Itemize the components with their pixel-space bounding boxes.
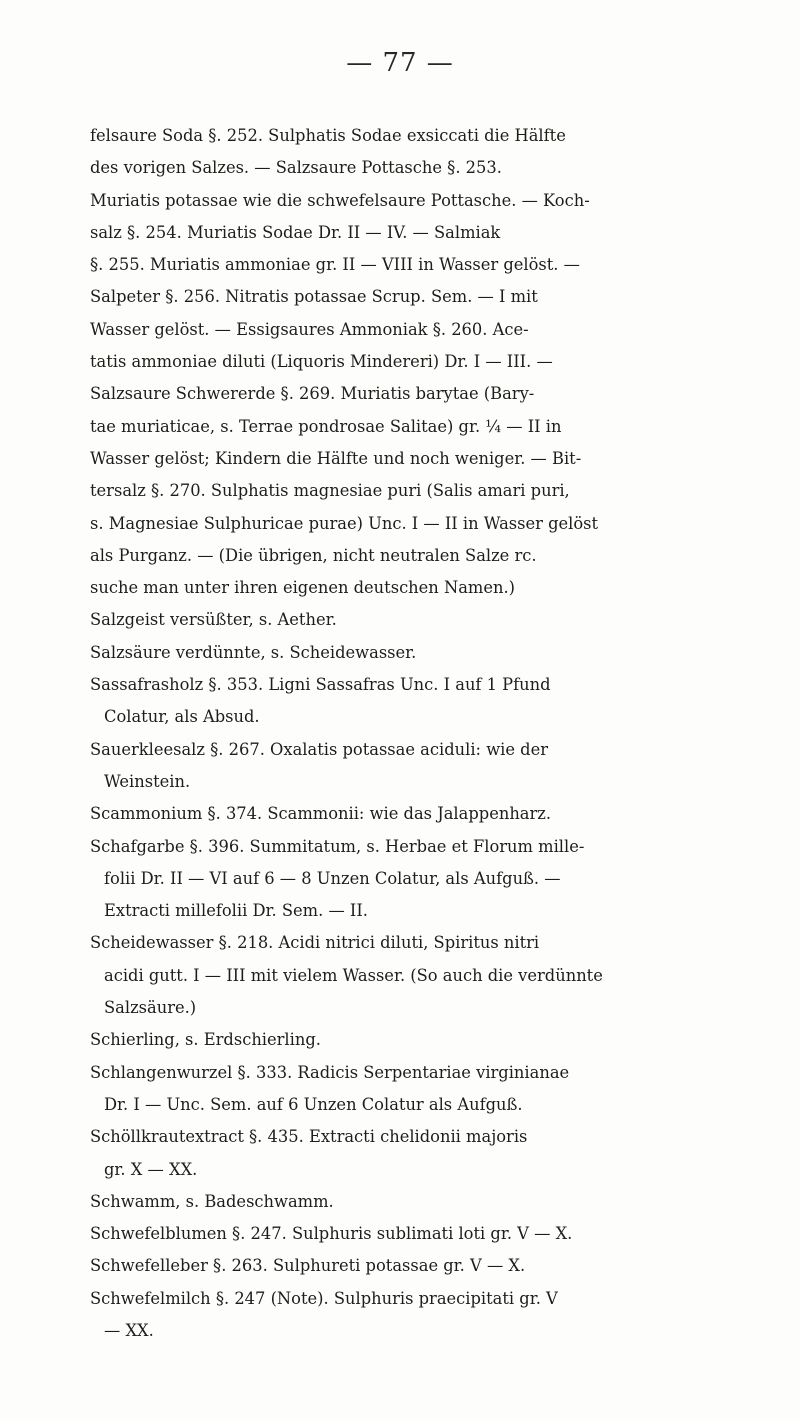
text-line: Schwefelleber §. 263. Sulphureti potassae gr. V — X. [90, 1256, 526, 1276]
text-line: §. 255. Muriatis ammoniae gr. II — VIII in Wasser gelöst. — [90, 255, 580, 275]
text-line: Sassafrasholz §. 353. Ligni Sassafras Unc. I auf 1 Pfund [90, 675, 551, 695]
text-line: Salzsaure Schwererde §. 269. Muriatis barytae (Bary- [90, 384, 535, 404]
text-line: Schierling, s. Erdschierling. [90, 1030, 321, 1050]
page-number: — 77 — [346, 48, 454, 78]
text-line: Salpeter §. 256. Nitratis potassae Scrup. Sem. — I mit [90, 287, 538, 307]
text-line: acidi gutt. I — III mit vielem Wasser. (So auch die verdünnte [104, 965, 603, 985]
text-line: Extracti millefolii Dr. Sem. — II. [104, 901, 368, 921]
text-line: Schwefelblumen §. 247. Sulphuris sublimati loti gr. V — X. [90, 1224, 573, 1244]
text-line: Wasser gelöst. — Essigsaures Ammoniak §. 260. Ace- [90, 319, 529, 339]
text-line: des vorigen Salzes. — Salzsaure Pottasche §. 253. [90, 158, 502, 178]
text-line: — XX. [104, 1320, 154, 1340]
text-line: Sauerkleesalz §. 267. Oxalatis potassae aciduli: wie der [90, 739, 548, 759]
text-line: Salzsäure.) [104, 998, 197, 1018]
text-line: Scheidewasser §. 218. Acidi nitrici diluti, Spiritus nitri [90, 933, 540, 953]
text-line: Salzsäure verdünnte, s. Scheidewasser. [90, 642, 417, 662]
text-line: als Purganz. — (Die übrigen, nicht neutralen Salze rc. [90, 545, 537, 565]
text-line: Muriatis potassae wie die schwefelsaure Pottasche. — Koch- [90, 190, 590, 210]
text-line: Schöllkrautextract §. 435. Extracti chelidonii majoris [90, 1127, 528, 1147]
text-line: tatis ammoniae diluti (Liquoris Mindereri) Dr. I — III. — [90, 352, 553, 372]
text-line: tae muriaticae, s. Terrae pondrosae Salitae) gr. ¼ — II in [90, 416, 562, 436]
text-line: Weinstein. [104, 771, 191, 791]
text-line: felsaure Soda §. 252. Sulphatis Sodae exsiccati die Hälfte [90, 126, 566, 145]
text-line: s. Magnesiae Sulphuricae purae) Unc. I — II in Wasser gelöst [90, 513, 599, 533]
text-line: folii Dr. II — VI auf 6 — 8 Unzen Colatur, als Aufguß. — [104, 868, 561, 888]
text-line: Colatur, als Absud. [104, 707, 260, 727]
text-line: salz §. 254. Muriatis Sodae Dr. II — IV. — Salmiak [90, 222, 501, 242]
text-line: Salzgeist versüßter, s. Aether. [90, 610, 337, 630]
text-line: Schafgarbe §. 396. Summitatum, s. Herbae et Florum mille- [90, 836, 585, 856]
text-line: Scammonium §. 374. Scammonii: wie das Jalappenharz. [90, 804, 552, 824]
text-line: Dr. I — Unc. Sem. auf 6 Unzen Colatur als Aufguß. [104, 1094, 523, 1114]
text-line: Schwamm, s. Badeschwamm. [90, 1191, 334, 1211]
text-line: Schwefelmilch §. 247 (Note). Sulphuris praecipitati gr. V [90, 1288, 558, 1308]
text-line: Wasser gelöst; Kindern die Hälfte und noch weniger. — Bit- [90, 448, 582, 468]
text-line: tersalz §. 270. Sulphatis magnesiae puri (Salis amari puri, [90, 481, 570, 501]
text-line: Schlangenwurzel §. 333. Radicis Serpentariae virginianae [90, 1062, 570, 1082]
text-line: gr. X — XX. [104, 1159, 198, 1179]
text-body [90, 120, 755, 1347]
text-line: suche man unter ihren eigenen deutschen Namen.) [90, 578, 516, 598]
